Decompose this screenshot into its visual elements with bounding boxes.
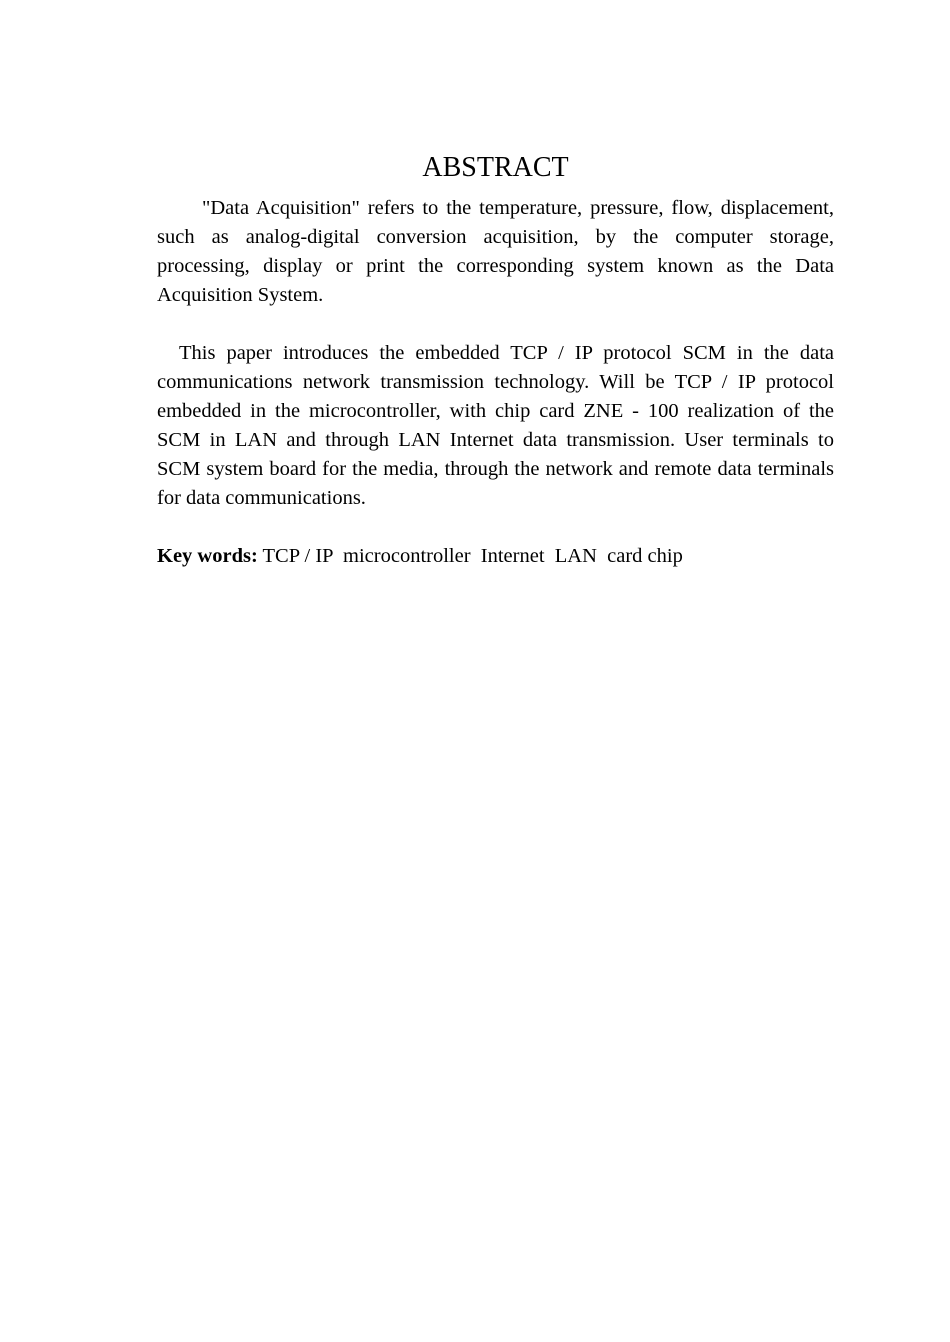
abstract-paragraph-1: "Data Acquisition" refers to the temperature, pressure, flow, displacement, such as analog-digital conversion acquisition, by the computer storage, processing, display or print the corresponding system known as the Data Acquisition System. bbox=[157, 197, 834, 306]
abstract-section bbox=[157, 150, 834, 571]
keywords-line bbox=[157, 542, 834, 571]
abstract-title: ABSTRACT bbox=[422, 152, 569, 183]
abstract-paragraph-2: This paper introduces the embedded TCP / IP protocol SCM in the data communications network transmission technology. Will be TCP / IP protocol embedded in the microcontroller, with chip card ZNE - 100 realization of the SCM in LAN and through LAN Internet data transmission. User terminals to SCM system board for the media, through the network and remote data terminals for data communications. bbox=[157, 342, 834, 509]
keywords-label: Key words: bbox=[157, 545, 258, 567]
keywords-text: TCP / IP microcontroller Internet LAN card chip bbox=[257, 545, 683, 567]
